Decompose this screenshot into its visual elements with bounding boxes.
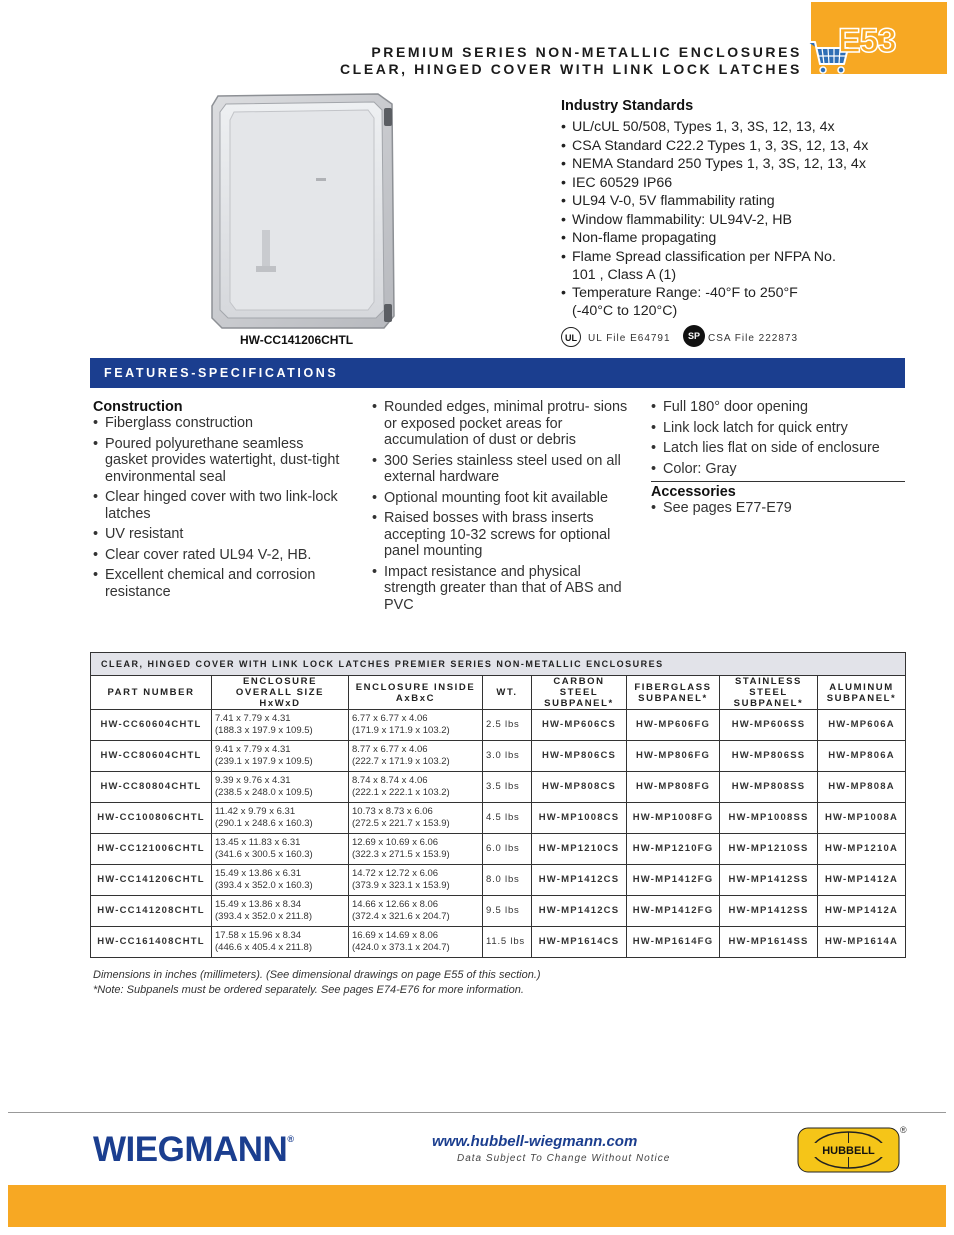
part-number: HW-CC60604CHTL [91,710,212,741]
standards-title: Industry Standards [561,98,694,114]
column-header: ENCLOSURE OVERALL SIZE HxWxD [212,676,349,710]
table-row [91,772,906,803]
column-header: WT. [483,676,532,710]
part-number: HW-CC161408CHTL [91,927,212,958]
disclaimer: Data Subject To Change Without Notice [457,1153,671,1164]
aluminum-subpanel: HW-MP1412A [818,896,906,927]
wiegmann-logo: WIEGMANN® [93,1130,294,1169]
weight: 8.0 lbs [483,865,532,896]
aluminum-subpanel: HW-MP606A [818,710,906,741]
inside-size: 6.77 x 6.77 x 4.06 (171.9 x 171.9 x 103.2) [349,710,483,741]
overall-size: 7.41 x 7.79 x 4.31 (188.3 x 197.9 x 109.5) [212,710,349,741]
list-item: • Color: Gray [651,461,905,478]
stainless-steel-subpanel: HW-MP1008SS [720,803,818,834]
inside-size: 16.69 x 14.69 x 8.06 (424.0 x 373.1 x 204.7) [349,927,483,958]
table-row [91,927,906,958]
overall-size: 9.39 x 9.76 x 4.31 (238.5 x 248.0 x 109.5) [212,772,349,803]
list-item: • IEC 60529 IP66 [561,174,921,192]
csa-file-number: CSA File 222873 [708,333,799,344]
features-bar [90,358,905,388]
features-column-1 [93,399,343,604]
list-item: • Flame Spread classification per NFPA No. 101 , Class A (1) [561,248,842,284]
stainless-steel-subpanel: HW-MP1210SS [720,834,818,865]
aluminum-subpanel: HW-MP1008A [818,803,906,834]
aluminum-subpanel: HW-MP808A [818,772,906,803]
weight: 6.0 lbs [483,834,532,865]
construction-title: Construction [93,399,183,415]
list-item: • UL94 V-0, 5V flammability rating [561,192,921,210]
column-header: FIBERGLASS SUBPANEL* [627,676,720,710]
features-title: FEATURES-SPECIFICATIONS [104,366,339,380]
part-number: HW-CC100806CHTL [91,803,212,834]
fiberglass-subpanel: HW-MP806FG [627,741,720,772]
stainless-steel-subpanel: HW-MP1614SS [720,927,818,958]
footer-divider [8,1112,946,1113]
carbon-steel-subpanel: HW-MP1412CS [532,865,627,896]
list-item: • Clear hinged cover with two link-lock latches [93,489,343,522]
list-item: • Fiberglass construction [93,415,343,432]
list-item: • Link lock latch for quick entry [651,420,905,437]
table-row [91,710,906,741]
standards-list [561,118,921,321]
overall-size: 15.49 x 13.86 x 8.34 (393.4 x 352.0 x 211.8) [212,896,349,927]
table-notes [93,968,541,998]
table-row [91,741,906,772]
photo-caption: HW-CC141206CHTL [240,333,354,347]
carbon-steel-subpanel: HW-MP806CS [532,741,627,772]
column-header: ALUMINUM SUBPANEL* [818,676,906,710]
fiberglass-subpanel: HW-MP1210FG [627,834,720,865]
weight: 9.5 lbs [483,896,532,927]
part-number: HW-CC141206CHTL [91,865,212,896]
table-row [91,896,906,927]
csa-logo: SP [683,325,705,347]
hubbell-registered: ® [900,1125,907,1135]
overall-size: 15.49 x 13.86 x 6.31 (393.4 x 352.0 x 160.3) [212,865,349,896]
column-header: PART NUMBER [91,676,212,710]
stainless-steel-subpanel: HW-MP1412SS [720,896,818,927]
footer-bar [8,1185,946,1227]
list-item: • Optional mounting foot kit available [372,490,630,507]
weight: 3.0 lbs [483,741,532,772]
list-item: • Rounded edges, minimal protru- sions or exposed pocket areas for accumulation of dust or debris [372,399,630,449]
page-title-line1: PREMIUM SERIES NON-METALLIC ENCLOSURES [371,44,802,60]
inside-size: 12.69 x 10.69 x 6.06 (322.3 x 271.5 x 153.9) [349,834,483,865]
carbon-steel-subpanel: HW-MP808CS [532,772,627,803]
note-line: Dimensions in inches (millimeters). (See dimensional drawings on page E55 of this section.) [93,969,541,981]
list-item: • Raised bosses with brass inserts accepting 10-32 screws for optional panel mounting [372,510,630,560]
overall-size: 13.45 x 11.83 x 6.31 (341.6 x 300.5 x 160.3) [212,834,349,865]
table-row [91,803,906,834]
weight: 11.5 lbs [483,927,532,958]
overall-size: 17.58 x 15.96 x 8.34 (446.6 x 405.4 x 211.8) [212,927,349,958]
table-row [91,834,906,865]
fiberglass-subpanel: HW-MP1412FG [627,865,720,896]
overall-size: 11.42 x 9.79 x 6.31 (290.1 x 248.6 x 160.3) [212,803,349,834]
aluminum-subpanel: HW-MP1210A [818,834,906,865]
inside-size: 8.74 x 8.74 x 4.06 (222.1 x 222.1 x 103.2) [349,772,483,803]
stainless-steel-subpanel: HW-MP1412SS [720,865,818,896]
hubbell-logo [797,1127,900,1173]
enclosure-table [90,652,905,958]
part-number: HW-CC80804CHTL [91,772,212,803]
list-item: • Non-flame propagating [561,229,921,247]
list-item: • Clear cover rated UL94 V-2, HB. [93,547,343,564]
column-header: STAINLESS STEEL SUBPANEL* [720,676,818,710]
carbon-steel-subpanel: HW-MP1412CS [532,896,627,927]
list-item: • See pages E77-E79 [651,500,905,517]
inside-size: 14.72 x 12.72 x 6.06 (373.9 x 323.1 x 153.9) [349,865,483,896]
fiberglass-subpanel: HW-MP808FG [627,772,720,803]
inside-size: 14.66 x 12.66 x 8.06 (372.4 x 321.6 x 204.7) [349,896,483,927]
stainless-steel-subpanel: HW-MP808SS [720,772,818,803]
aluminum-subpanel: HW-MP1614A [818,927,906,958]
product-photo [208,90,398,332]
weight: 3.5 lbs [483,772,532,803]
note-line: *Note: Subpanels must be ordered separately. See pages E74-E76 for more information. [93,984,524,996]
aluminum-subpanel: HW-MP806A [818,741,906,772]
list-item: • NEMA Standard 250 Types 1, 3, 3S, 12, 13, 4x [561,155,921,173]
list-item: • Latch lies flat on side of enclosure [651,440,905,457]
website-link[interactable]: www.hubbell-wiegmann.com [432,1133,638,1150]
accessories-title: Accessories [651,481,905,500]
ul-file-number: UL File E64791 [588,333,671,344]
stainless-steel-subpanel: HW-MP606SS [720,710,818,741]
weight: 4.5 lbs [483,803,532,834]
list-item: • 300 Series stainless steel used on all external hardware [372,453,630,486]
inside-size: 8.77 x 6.77 x 4.06 (222.7 x 171.9 x 103.2) [349,741,483,772]
page-code: E53 [838,22,896,60]
aluminum-subpanel: HW-MP1412A [818,865,906,896]
table-row [91,865,906,896]
list-item: • CSA Standard C22.2 Types 1, 3, 3S, 12, 13, 4x [561,137,921,155]
features-column-3 [651,399,905,521]
inside-size: 10.73 x 8.73 x 6.06 (272.5 x 221.7 x 153.9) [349,803,483,834]
column-header: CARBON STEEL SUBPANEL* [532,676,627,710]
weight: 2.5 lbs [483,710,532,741]
fiberglass-subpanel: HW-MP1614FG [627,927,720,958]
carbon-steel-subpanel: HW-MP606CS [532,710,627,741]
fiberglass-subpanel: HW-MP1008FG [627,803,720,834]
fiberglass-subpanel: HW-MP606FG [627,710,720,741]
part-number: HW-CC80604CHTL [91,741,212,772]
svg-text:HUBBELL: HUBBELL [822,1145,875,1157]
list-item: • UL/cUL 50/508, Types 1, 3, 3S, 12, 13, 4x [561,118,921,136]
list-item: • Poured polyurethane seamless gasket provides watertight, dust-tight environmental seal [93,436,343,486]
stainless-steel-subpanel: HW-MP806SS [720,741,818,772]
list-item: • Full 180° door opening [651,399,905,416]
page-title-line2: CLEAR, HINGED COVER WITH LINK LOCK LATCHES [339,61,802,77]
carbon-steel-subpanel: HW-MP1614CS [532,927,627,958]
column-header: ENCLOSURE INSIDE AxBxC [349,676,483,710]
fiberglass-subpanel: HW-MP1412FG [627,896,720,927]
list-item: • Excellent chemical and corrosion resistance [93,567,343,600]
list-item: • Window flammability: UL94V-2, HB [561,211,921,229]
carbon-steel-subpanel: HW-MP1008CS [532,803,627,834]
list-item: • Temperature Range: -40°F to 250°F (-40°C to 120°C) [561,284,842,320]
list-item: • Impact resistance and physical strength greater than that of ABS and PVC [372,564,630,614]
ul-logo: UL [561,327,581,347]
list-item: • UV resistant [93,526,343,543]
part-number: HW-CC141208CHTL [91,896,212,927]
features-column-2 [372,399,630,617]
part-number: HW-CC121006CHTL [91,834,212,865]
overall-size: 9.41 x 7.79 x 4.31 (239.1 x 197.9 x 109.5) [212,741,349,772]
table-caption: CLEAR, HINGED COVER WITH LINK LOCK LATCHES PREMIER SERIES NON-METALLIC ENCLOSURES [91,653,906,676]
carbon-steel-subpanel: HW-MP1210CS [532,834,627,865]
